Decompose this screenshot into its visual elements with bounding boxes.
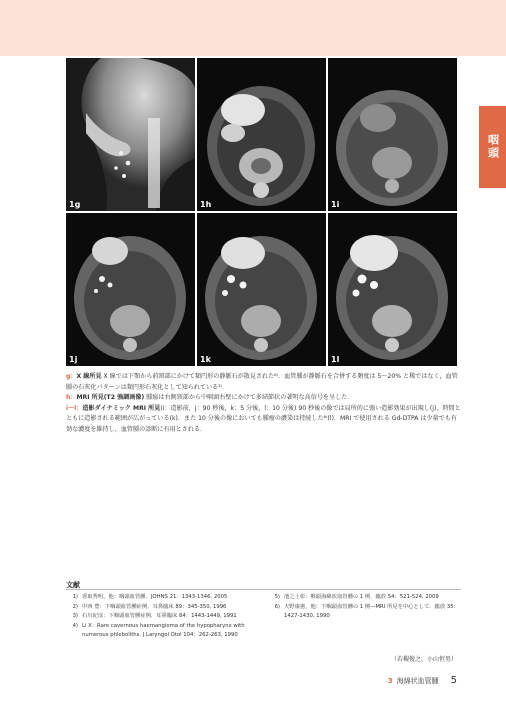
xray-image bbox=[66, 58, 195, 211]
caption-il: i〜l：造影ダイナミック MRI 所見(i：造影前，j：90 秒後，k：5 分後，l：10 分後) 90 秒後の像では局所的に強い造影効果が出現し(j)，時間とともに造影される範囲が広がっている(k)．また 10 分後の像においても腫瘤の濃染は持続した⁶⁾(l)．MRI で使用される Gd-DTPA は少量でも有効な濃度を維持し，血管腫の診断に有用とされる． bbox=[66, 404, 461, 433]
figure-1h-mri-t2 bbox=[197, 58, 326, 211]
references-right-column bbox=[268, 593, 461, 622]
page-number: 5 bbox=[450, 675, 457, 686]
figure-1j-mri-90s bbox=[66, 213, 195, 366]
mri-image bbox=[197, 213, 326, 366]
figure-label: 1l bbox=[331, 355, 340, 364]
mri-image bbox=[328, 213, 457, 366]
figure-1l-mri-10min bbox=[328, 213, 457, 366]
figure-1i-mri-precontrast bbox=[328, 58, 457, 211]
figure-grid bbox=[66, 58, 458, 366]
reference-item: 4) Li X：Rare cavernous haemangioma of the hypopharynx with numerous phleboliths. J Laryngol Otol 104：262-263, 1990 bbox=[72, 622, 245, 639]
mri-image bbox=[328, 58, 457, 211]
mri-image bbox=[197, 58, 326, 211]
figure-label: 1i bbox=[331, 200, 340, 209]
figure-label: 1g bbox=[69, 200, 81, 209]
header-band bbox=[0, 0, 506, 56]
section-title: 海綿状血管腫 bbox=[396, 677, 439, 685]
author-credit: （若槻俊之，小山恒男） bbox=[390, 656, 457, 663]
page-footer bbox=[388, 675, 457, 686]
figure-label: 1h bbox=[200, 200, 212, 209]
section-number: 3 bbox=[387, 677, 393, 685]
reference-item: 6) 天野康憲，他：下咽頭血管腫の 1 例—MRI 所見を中心として．臨放 35：1427-1430, 1990 bbox=[274, 603, 459, 620]
figure-label: 1j bbox=[69, 355, 78, 364]
mri-image bbox=[66, 213, 195, 366]
reference-item: 2) 中西 豊：下咽頭血管腫症例．耳鼻臨床 89：345-350, 1996 bbox=[72, 603, 227, 610]
figure-caption bbox=[66, 372, 461, 436]
references-title: 文献 bbox=[66, 581, 80, 589]
figure-1g-xray bbox=[66, 58, 195, 211]
references-left-column bbox=[66, 593, 262, 641]
figure-1k-mri-5min bbox=[197, 213, 326, 366]
reference-item: 3) 石川紀彦：下咽頭血管腫症例．耳鼻臨床 84：1443-1449, 1991 bbox=[72, 613, 237, 620]
section-side-tab: 咽頭 bbox=[479, 106, 506, 188]
caption-h: h：MRI 所見(T2 強調画像) 腫瘍は右側頸部から中咽頭右壁にかけて多結節状の著明な高信号を呈した． bbox=[66, 394, 354, 402]
caption-g: g：X 線所見 X 線では下顎から前頸部にかけて類円形の静脈石が散見された⁶⁾．血管腫が静脈石を合併する頻度は 5〜20% と稀ではなく，血管腫の石灰化パターンは類円形石灰化として知られている²⁾． bbox=[66, 373, 458, 391]
references-divider bbox=[66, 589, 461, 590]
reference-item: 5) 池之上彰：喉頭海綿状血管腫の 1 例．臨放 54：521-524, 2009 bbox=[274, 594, 439, 600]
figure-label: 1k bbox=[200, 355, 211, 364]
reference-item: 1) 香取秀明，他：咽頭血管腫．JOHNS 21：1343-1346, 2005 bbox=[72, 594, 228, 600]
